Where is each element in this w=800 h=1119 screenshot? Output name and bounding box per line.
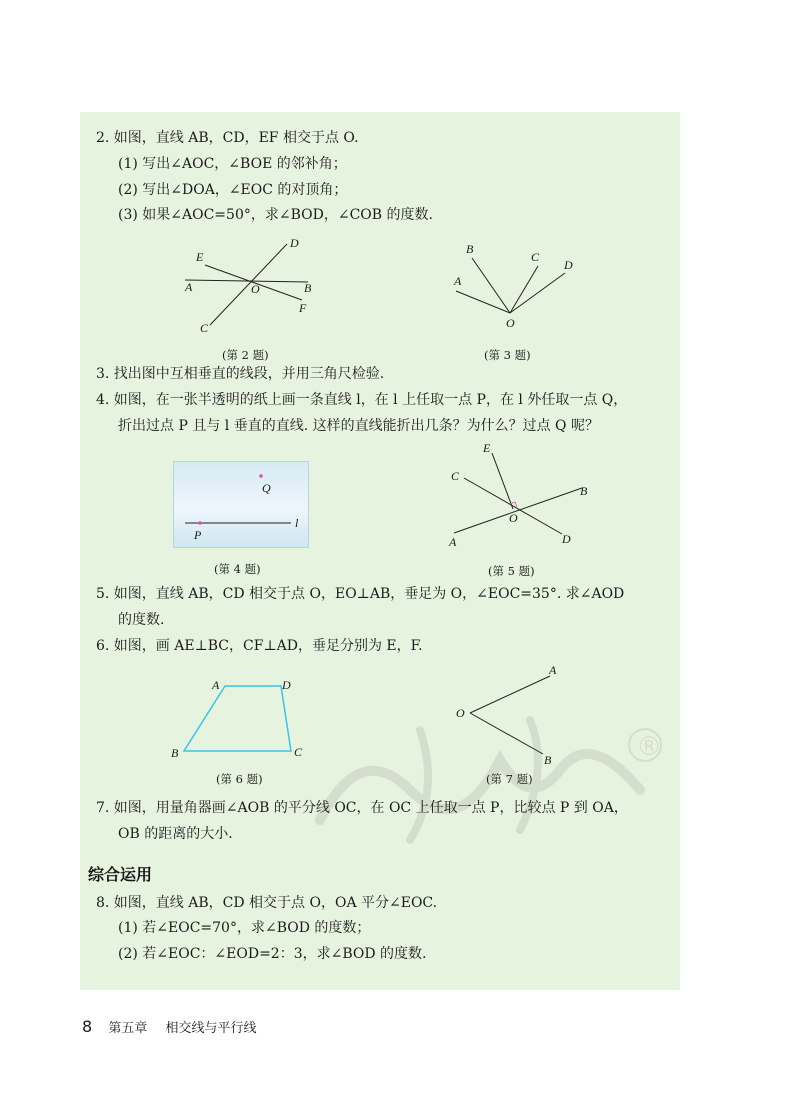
- fig3-label-O: O: [506, 316, 515, 330]
- fig4-label-P: P: [194, 528, 202, 542]
- figure-2-intersecting-lines: [180, 232, 340, 342]
- problem-2-part-2: (2) 写出∠DOA，∠EOC 的对顶角；: [118, 182, 348, 198]
- problem-7-stem: 7. 如图，用量角器画∠AOB 的平分线 OC，在 OC 上任取一点 P，比较点 P 到 OA，: [96, 800, 628, 816]
- fig7-label-O: O: [456, 706, 465, 720]
- problem-2-part-3: (3) 如果∠AOC=50°，求∠BOD，∠COB 的度数.: [118, 207, 433, 223]
- publisher-watermark: [300, 700, 680, 850]
- registered-mark: ®: [636, 732, 662, 762]
- problem-7-stem-cont: OB 的距离的大小.: [118, 826, 233, 842]
- page-footer: [82, 1017, 257, 1036]
- chapter-title: 相交线与平行线: [165, 1021, 257, 1036]
- fig5-label-E: E: [483, 441, 491, 455]
- fig6-label-D: D: [282, 678, 291, 692]
- problem-8-part-2: (2) 若∠EOC：∠EOD=2：3，求∠BOD 的度数.: [118, 946, 427, 962]
- fig2-label-B: B: [304, 281, 312, 295]
- problem-6-stem: 6. 如图，画 AE⊥BC，CF⊥AD，垂足分别为 E，F.: [96, 638, 423, 654]
- figure-5-perpendicular-lines: [440, 438, 600, 553]
- fig6-label-C: C: [294, 745, 303, 759]
- fig5-label-A: A: [449, 535, 457, 549]
- fig5-label-C: C: [451, 469, 460, 483]
- section-title-comprehensive: 综合运用: [88, 865, 153, 884]
- fig3-label-C: C: [531, 250, 540, 264]
- figure-3-caption: (第 3 题): [484, 348, 531, 362]
- fig5-label-B: B: [580, 484, 588, 498]
- fig5-label-O: O: [509, 511, 518, 525]
- fig2-label-E: E: [196, 250, 204, 264]
- fig3-label-D: D: [564, 258, 573, 272]
- fig7-label-B: B: [544, 753, 552, 767]
- fig5-label-D: D: [562, 532, 571, 546]
- problem-5-stem-cont: 的度数.: [118, 612, 165, 628]
- fig2-label-D: D: [290, 236, 299, 250]
- chapter-number: 第五章: [108, 1021, 148, 1036]
- figure-4-line-and-points: [173, 461, 313, 551]
- fig3-label-A: A: [454, 274, 462, 288]
- fig7-label-A: A: [549, 663, 557, 677]
- problem-4-question: 折出过点 P 且与 l 垂直的直线. 这样的直线能折出几条？为什么？过点 Q 呢？: [118, 418, 599, 434]
- fig4-label-l: l: [295, 516, 299, 530]
- fig3-label-B: B: [466, 242, 474, 256]
- figure-4-caption: (第 4 题): [214, 562, 261, 576]
- fig2-label-A: A: [185, 280, 193, 294]
- fig2-label-O: O: [251, 282, 260, 296]
- problem-2-part-1: (1) 写出∠AOC，∠BOE 的邻补角；: [118, 156, 347, 172]
- fig2-label-C: C: [200, 321, 209, 335]
- figure-5-caption: (第 5 题): [488, 564, 535, 578]
- fig6-label-A: A: [212, 678, 220, 692]
- fig2-label-F: F: [299, 301, 307, 315]
- problem-8-stem: 8. 如图，直线 AB，CD 相交于点 O，OA 平分∠EOC.: [96, 895, 438, 911]
- problem-4-stem: 4. 如图，在一张半透明的纸上画一条直线 l，在 l 上任取一点 P，在 l 外任取一点 Q，: [96, 392, 628, 408]
- problem-8-part-1: (1) 若∠EOC=70°，求∠BOD 的度数；: [118, 920, 371, 936]
- figure-7-caption: (第 7 题): [486, 772, 533, 786]
- problem-2-stem: 2. 如图，直线 AB，CD，EF 相交于点 O.: [96, 130, 359, 146]
- problem-5-stem: 5. 如图，直线 AB，CD 相交于点 O，EO⊥AB，垂足为 O，∠EOC=35°. 求∠AOD: [96, 586, 625, 602]
- figure-3-rays: [440, 238, 590, 338]
- figure-2-caption: (第 2 题): [222, 348, 269, 362]
- fig6-label-B: B: [171, 746, 179, 760]
- page-number: 8: [82, 1017, 93, 1036]
- figure-6-trapezoid: [168, 672, 318, 767]
- fig4-label-Q: Q: [262, 481, 271, 495]
- figure-6-caption: (第 6 题): [216, 772, 263, 786]
- problem-3-stem: 3. 找出图中互相垂直的线段，并用三角尺检验.: [96, 366, 385, 382]
